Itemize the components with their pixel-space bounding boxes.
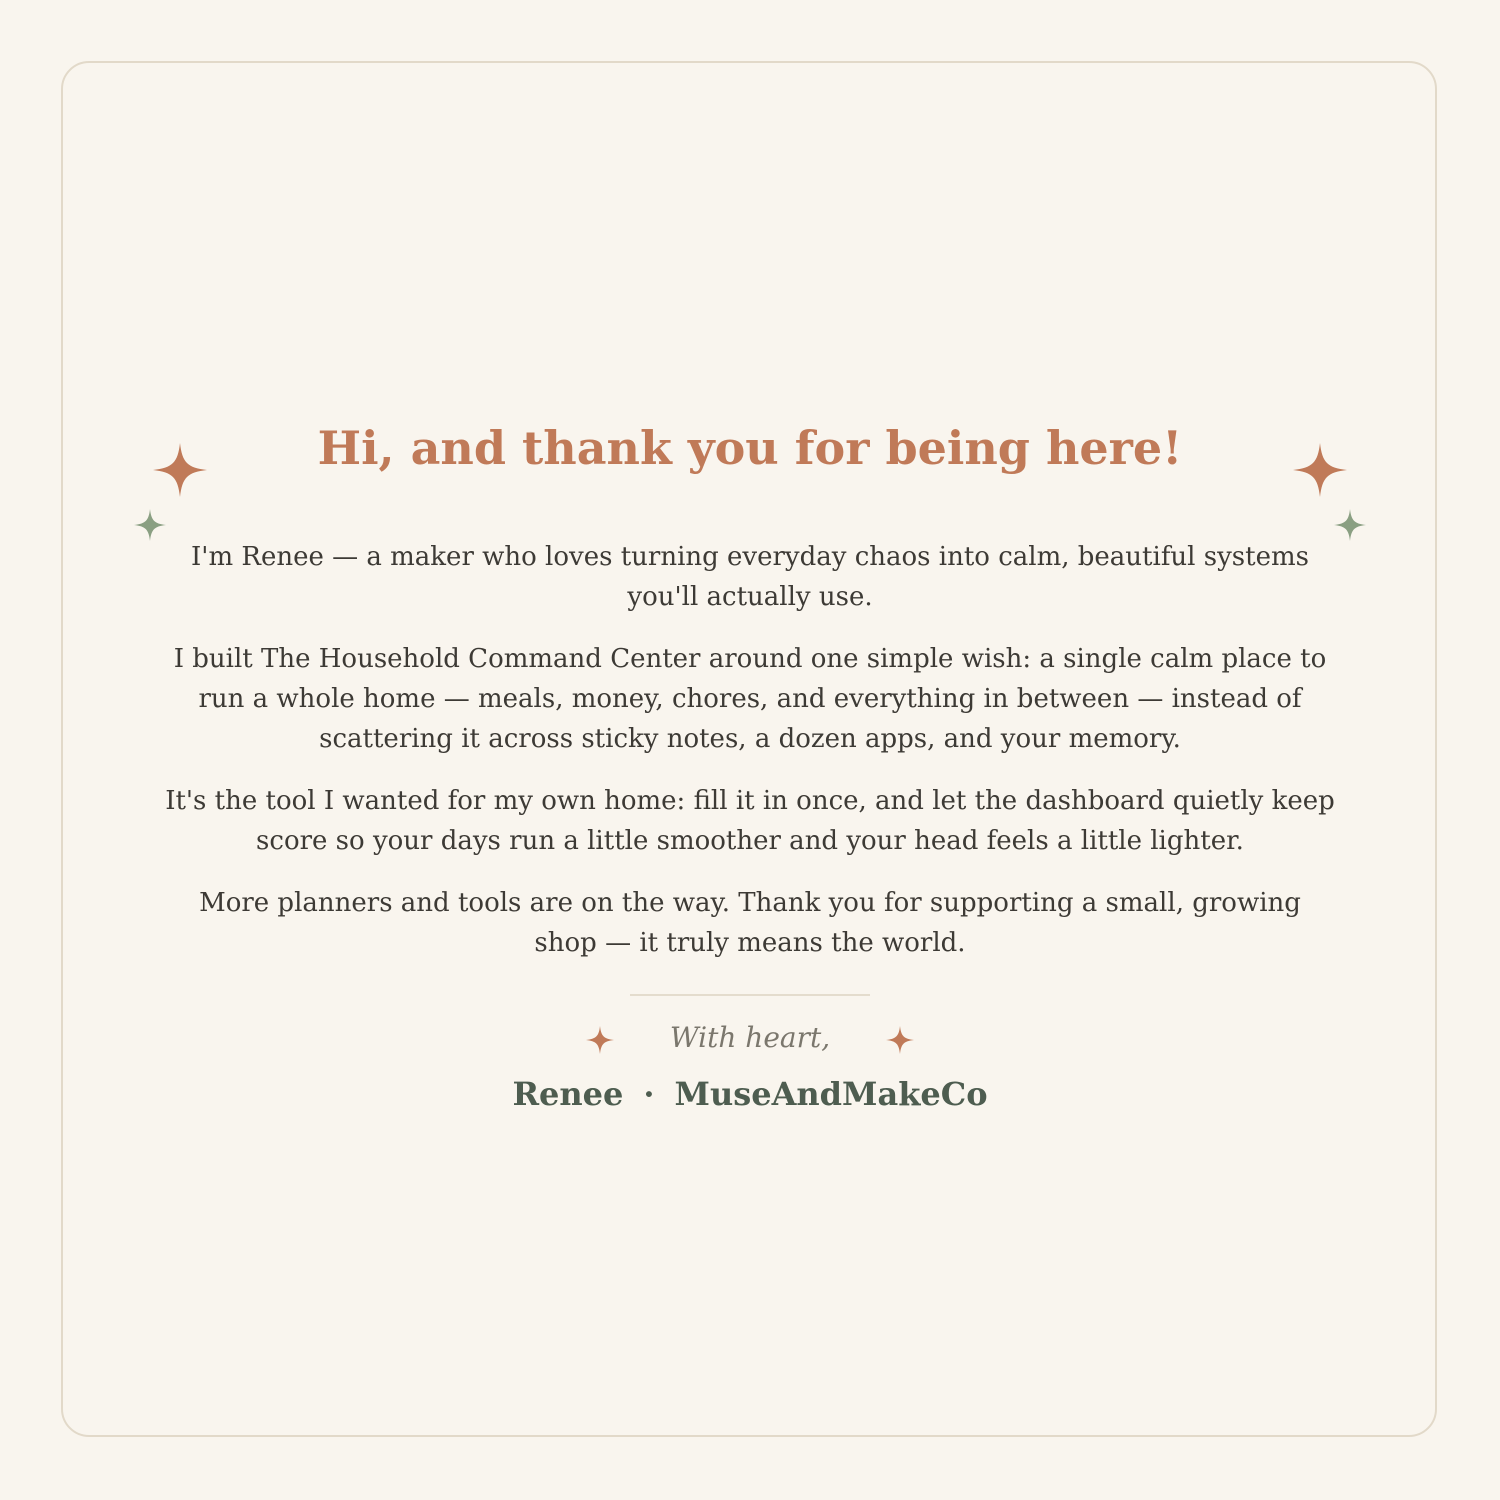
- letter-body: [165, 537, 1335, 985]
- paragraph: I built The Household Command Center around one simple wish: a single calm place to run a whole home — meals, money, chores, and everything in between — instead of scattering it across sticky notes, a dozen apps, and your memory.: [173, 644, 1327, 754]
- divider: [630, 994, 870, 996]
- sparkle-icon-right-small: [1334, 509, 1366, 541]
- paragraph: More planners and tools are on the way. Thank you for supporting a small, growing shop — it truly means the world.: [199, 888, 1301, 958]
- signature-name: Renee: [512, 1075, 624, 1113]
- signature: [0, 1074, 1500, 1114]
- paragraph: It's the tool I wanted for my own home: fill it in once, and let the dashboard quietly keep score so your days run a little smoother and your head feels a little lighter.: [165, 786, 1335, 856]
- paragraph: I'm Renee — a maker who loves turning everyday chaos into calm, beautiful systems you'll actually use.: [191, 542, 1309, 612]
- signature-separator: ·: [643, 1075, 655, 1113]
- signature-shop: MuseAndMakeCo: [674, 1075, 988, 1113]
- page-title: Hi, and thank you for being here!: [317, 421, 1183, 475]
- closing-salutation: With heart,: [669, 1021, 831, 1054]
- sparkle-icon-left-small: [134, 509, 166, 541]
